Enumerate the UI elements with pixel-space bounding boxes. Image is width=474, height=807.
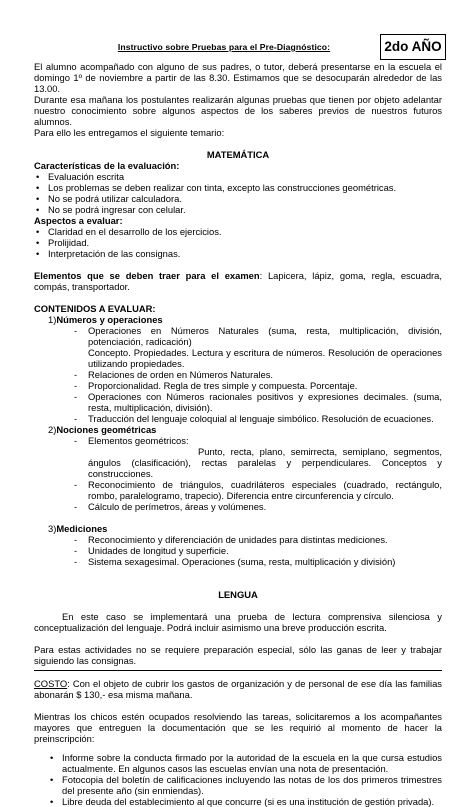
mediciones-list xyxy=(34,534,442,567)
lengua-paragraph-2: Para estas actividades no se requiere preparación especial, sólo las ganas de leer y trabajar siguiendo las consignas. xyxy=(34,644,442,666)
intro-paragraph-3: Para ello les entregamos el siguiente temario: xyxy=(34,127,225,138)
list-item: - Relaciones de orden en Números Naturales. xyxy=(74,369,442,380)
intro-paragraph-2: Durante esa mañana los postulantes realizarán algunas pruebas que tienen por objeto adelantar nuestro conocimiento sobre algunos aspectos de los saberes previos de nuestros futuros alumnos. xyxy=(34,94,442,127)
costo-label: COSTO xyxy=(34,678,68,689)
section-number: 1) xyxy=(48,314,57,325)
section-number: 2) xyxy=(48,424,57,435)
section-title: Mediciones xyxy=(56,523,108,534)
caracteristicas-title: Características de la evaluación: xyxy=(34,160,180,171)
list-item: - Reconocimiento y diferenciación de unidades para distintas mediciones. xyxy=(74,534,442,545)
document-title: Instructivo sobre Pruebas para el Pre-Diagnóstico: xyxy=(117,42,331,52)
list-item: - Sistema sexagesimal. Operaciones (suma, resta, multiplicación y división) xyxy=(74,556,442,567)
section-number: 3) xyxy=(48,523,57,534)
list-item: • Los problemas se deben realizar con tinta, excepto las construcciones geométricas. xyxy=(34,182,442,193)
geometria-list-cont xyxy=(34,479,442,512)
list-item: - Reconocimiento de triángulos, cuadriláteros especiales (cuadrado, rectángulo, rombo, paralelogramo, trapecio). Diferencia entre circunferencia y círculo. xyxy=(74,479,442,501)
numeros-list-cont xyxy=(34,369,442,424)
aspectos-list xyxy=(34,226,442,259)
list-item: - Proporcionalidad. Regla de tres simple y compuesta. Porcentaje. xyxy=(74,380,442,391)
elementos-text: : Lapicera, lápiz, goma, regla, escuadra, compás, transportador. xyxy=(34,270,442,292)
costo-paragraph xyxy=(34,678,442,700)
geometria-list xyxy=(34,435,442,446)
list-item: • Interpretación de las consignas. xyxy=(34,248,442,259)
list-item: - Unidades de longitud y superficie. xyxy=(74,545,442,556)
document-page xyxy=(34,36,442,807)
list-item: • No se podrá utilizar calculadora. xyxy=(34,193,442,204)
list-item: - Traducción del lenguaje coloquial al lenguaje simbólico. Resolución de ecuaciones. xyxy=(74,413,442,424)
lengua-heading: LENGUA xyxy=(218,589,258,600)
list-item: • Informe sobre la conducta firmado por la autoridad de la escuela en la que cursa estudios actualmente. En algunos casos las escuelas envían una nota de presentación. xyxy=(48,752,442,774)
aspectos-title: Aspectos a evaluar: xyxy=(34,215,123,226)
list-item: • Fotocopia del boletín de calificaciones incluyendo las notas de los dos primeros trimestres del presente año (sin enmiendas). xyxy=(48,774,442,796)
numeros-list xyxy=(34,325,442,347)
contenidos-title: CONTENIDOS A EVALUAR: xyxy=(34,303,156,314)
elementos-paragraph xyxy=(34,270,442,292)
section-mediciones-title xyxy=(34,523,442,534)
list-item: - Cálculo de perímetros, áreas y volúmenes. xyxy=(74,501,442,512)
section-title: Nociones geométricas xyxy=(56,424,157,435)
list-item: • Claridad en el desarrollo de los ejercicios. xyxy=(34,226,442,237)
list-item: • No se podrá ingresar con celular. xyxy=(34,204,442,215)
list-item-continuation: Punto, recta, plano, semirrecta, semiplano, segmentos, ángulos (clasificación), rectas paralelas y perpendiculares. Conceptos y construcciones. xyxy=(88,446,442,479)
caracteristicas-list xyxy=(34,171,442,215)
grade-badge: 2do AÑO xyxy=(380,34,446,60)
documentacion-intro: Mientras los chicos estén ocupados resolviendo las tareas, solicitaremos a los acompañantes mayores que entreguen la documentación que se les requirió al momento de hacer la preinscripción: xyxy=(34,711,442,744)
list-item: • Evaluación escrita xyxy=(34,171,442,182)
list-item: • Prolijidad. xyxy=(34,237,442,248)
costo-text: : Con el objeto de cubrir los gastos de organización y de personal de ese día las familias abonarán $ 130,- esa misma mañana. xyxy=(34,678,442,700)
elementos-label: Elementos que se deben traer para el examen xyxy=(34,270,260,281)
section-title: Números y operaciones xyxy=(56,314,163,325)
list-item: - Operaciones con Números racionales positivos y expresiones decimales. (suma, resta, multiplicación, división). xyxy=(74,391,442,413)
lengua-paragraph-1: En este caso se implementará una prueba de lectura comprensiva silenciosa y conceptualización del lenguaje. Podrá incluir asimismo una breve producción escrita. xyxy=(34,611,442,633)
intro-paragraph-1: El alumno acompañado con alguno de sus padres, o tutor, deberá presentarse en la escuela el domingo 1º de noviembre a partir de las 8.30. Estimamos que se desocuparán alrededor de las 13.00. xyxy=(34,61,442,94)
list-item-continuation: Concepto. Propiedades. Lectura y escritura de números. Resolución de operaciones utilizando propiedades. xyxy=(88,347,442,369)
section-numeros-title xyxy=(34,314,442,325)
section-geometria-title xyxy=(34,424,442,435)
list-item: - Operaciones en Números Naturales (suma, resta, multiplicación, división, potenciación, radicación) xyxy=(74,325,442,347)
matematica-heading: MATEMÁTICA xyxy=(206,149,270,160)
list-item: - Elementos geométricos: xyxy=(74,435,442,446)
list-item: • Libre deuda del establecimiento al que concurre (si es una institución de gestión privada). xyxy=(48,796,442,807)
